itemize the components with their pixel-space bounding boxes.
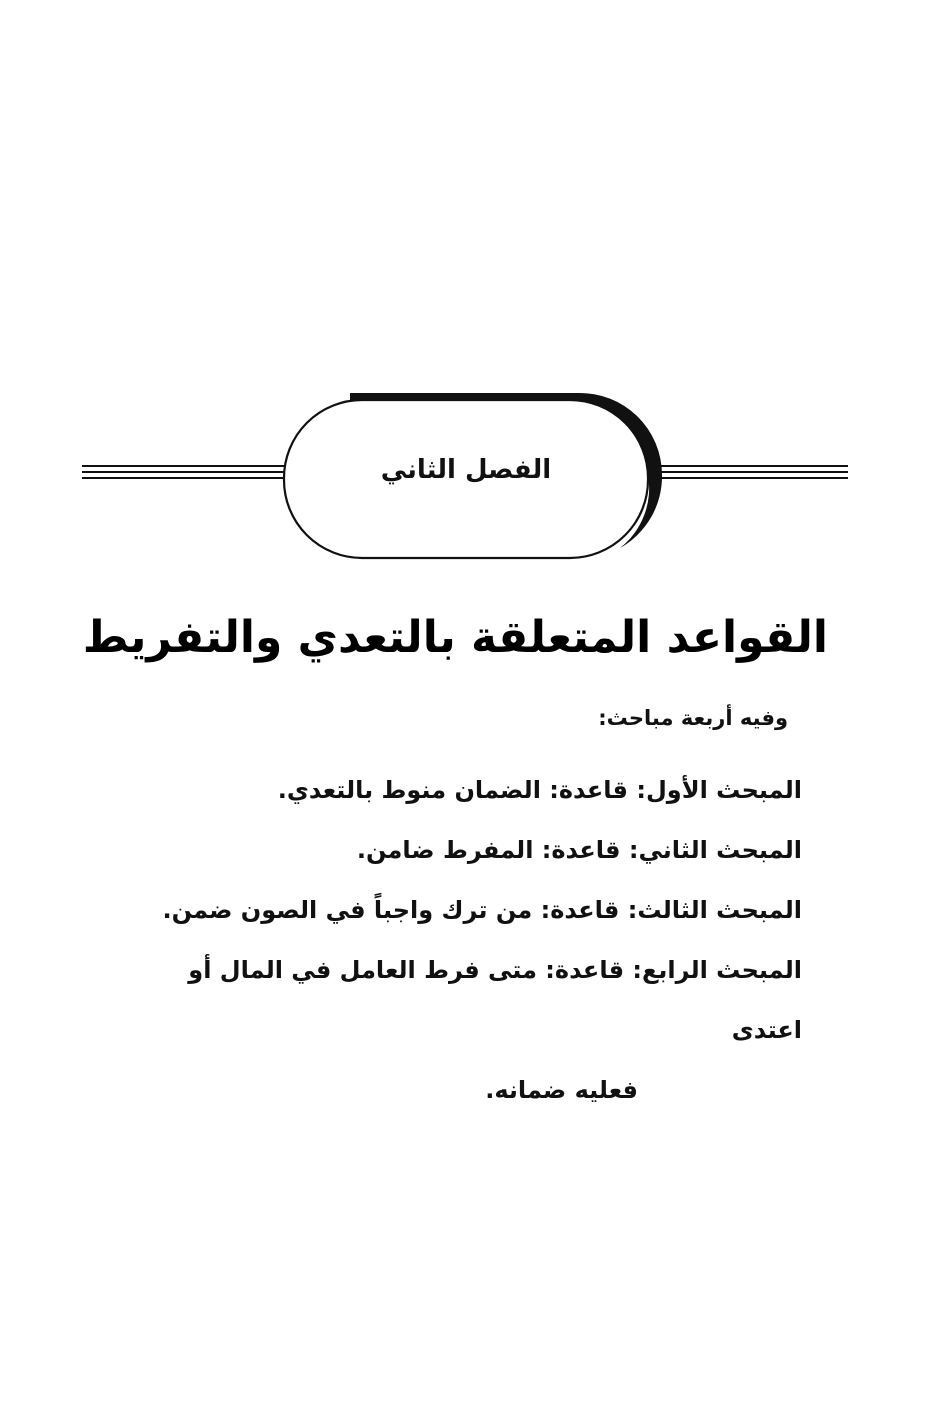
section-text: المبحث الثالث: قاعدة: من ترك واجباً في الصون ضمن. <box>162 896 802 924</box>
chapter-title: القواعد المتعلقة بالتعدي والتفريط <box>82 612 828 663</box>
section-item <box>142 760 802 820</box>
section-item <box>142 880 802 940</box>
section-text-continued: فعليه ضمانه. <box>485 1076 638 1104</box>
chapter-label: الفصل الثاني <box>380 455 552 485</box>
section-item <box>142 820 802 880</box>
sections-list <box>142 760 802 1120</box>
section-item <box>142 940 802 1120</box>
section-text: المبحث الثاني: قاعدة: المفرط ضامن. <box>356 836 802 864</box>
section-text: المبحث الأول: قاعدة: الضمان منوط بالتعدي. <box>277 776 802 804</box>
right-rule <box>660 466 848 478</box>
sections-intro: وفيه أربعة مباحث: <box>598 706 788 730</box>
section-text: المبحث الرابع: قاعدة: متى فرط العامل في المال أو اعتدى <box>188 956 802 1044</box>
left-rule <box>82 466 284 478</box>
